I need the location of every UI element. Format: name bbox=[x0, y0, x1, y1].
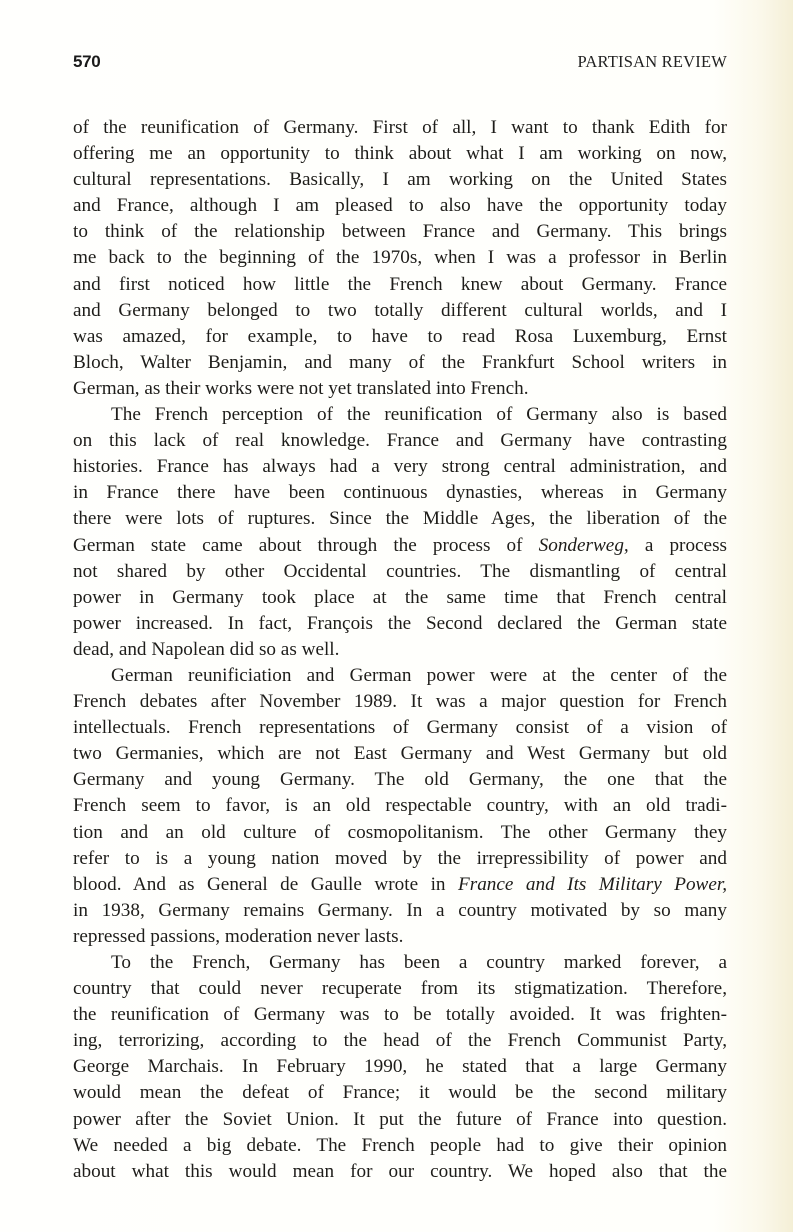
text-line: on this lack of real knowledge. France and Germany have contrasting bbox=[73, 430, 727, 452]
text-run: blood. And as General de Gaulle wrote in bbox=[73, 873, 458, 895]
text-line: of the reunification of Germany. First of all, I want to thank Edith for bbox=[73, 117, 727, 138]
text-line: German, as their works were not yet translated into French. bbox=[73, 377, 529, 399]
text-line: Bloch, Walter Benjamin, and many of the Frankfurt School writers in bbox=[73, 351, 727, 373]
text-line: power in Germany took place at the same time that French central bbox=[73, 586, 727, 608]
paragraph-first-line: German reunificiation and German power were at the center of the bbox=[111, 664, 727, 686]
body-text bbox=[73, 115, 727, 1185]
italic-title: Sonderweg, bbox=[538, 534, 629, 556]
text-line: offering me an opportunity to think about what I am working on now, bbox=[73, 143, 727, 165]
text-line: power increased. In fact, François the Second declared the German state bbox=[73, 612, 727, 634]
text-line: repressed passions, moderation never lasts. bbox=[73, 925, 404, 947]
running-head bbox=[73, 52, 727, 72]
text-line: there were lots of ruptures. Since the Middle Ages, the liberation of the bbox=[73, 508, 727, 530]
text-line: in 1938, Germany remains Germany. In a country motivated by so many bbox=[73, 899, 727, 921]
text-line: French seem to favor, is an old respectable country, with an old tradi- bbox=[73, 795, 727, 817]
text-line: cultural representations. Basically, I am working on the United States bbox=[73, 169, 727, 191]
text-line: the reunification of Germany was to be totally avoided. It was frighten- bbox=[73, 1004, 727, 1026]
text-line: French debates after November 1989. It was a major question for French bbox=[73, 691, 727, 713]
journal-title: PARTISAN REVIEW bbox=[577, 52, 727, 71]
text-line: and France, although I am pleased to also have the opportunity today bbox=[73, 195, 727, 217]
text-line: two Germanies, which are not East Germany and West Germany but old bbox=[73, 743, 727, 765]
italic-title: France and Its Military Power, bbox=[458, 873, 727, 895]
text-line: power after the Soviet Union. It put the future of France into question. bbox=[73, 1108, 727, 1130]
text-run: a process bbox=[628, 534, 728, 556]
text-line bbox=[73, 533, 727, 559]
text-run: German state came about through the process of bbox=[73, 534, 539, 556]
text-line: dead, and Napolean did so as well. bbox=[73, 638, 340, 660]
text-line: about what this would mean for our country. We hoped also that the bbox=[73, 1160, 727, 1182]
page-number: 570 bbox=[73, 52, 101, 71]
text-line: was amazed, for example, to have to read Rosa Luxemburg, Ernst bbox=[73, 325, 727, 347]
text-line: refer to is a young nation moved by the irrepressibility of power and bbox=[73, 847, 727, 869]
text-line: not shared by other Occidental countries. The dismantling of central bbox=[73, 560, 727, 582]
paragraph-first-line: The French perception of the reunification of Germany also is based bbox=[111, 404, 727, 426]
text-line bbox=[73, 872, 727, 898]
text-line: me back to the beginning of the 1970s, when I was a professor in Berlin bbox=[73, 247, 727, 269]
text-line: country that could never recuperate from its stigmatization. Therefore, bbox=[73, 978, 727, 1000]
text-line: intellectuals. French representations of Germany consist of a vision of bbox=[73, 717, 727, 739]
text-line: would mean the defeat of France; it would be the second military bbox=[73, 1082, 727, 1104]
text-line: histories. France has always had a very strong central administration, and bbox=[73, 456, 727, 478]
text-line: tion and an old culture of cosmopolitanism. The other Germany they bbox=[73, 821, 727, 843]
text-line: ing, terrorizing, according to the head of the French Communist Party, bbox=[73, 1030, 727, 1052]
text-line: and Germany belonged to two totally different cultural worlds, and I bbox=[73, 299, 727, 321]
text-line: We needed a big debate. The French people had to give their opinion bbox=[73, 1134, 727, 1156]
text-line: and first noticed how little the French knew about Germany. France bbox=[73, 273, 727, 295]
text-line: Germany and young Germany. The old Germany, the one that the bbox=[73, 769, 727, 791]
text-line: in France there have been continuous dynasties, whereas in Germany bbox=[73, 482, 727, 504]
paragraph-first-line: To the French, Germany has been a country marked forever, a bbox=[111, 952, 727, 973]
text-line: George Marchais. In February 1990, he stated that a large Germany bbox=[73, 1056, 727, 1078]
text-line: to think of the relationship between France and Germany. This brings bbox=[73, 221, 727, 243]
